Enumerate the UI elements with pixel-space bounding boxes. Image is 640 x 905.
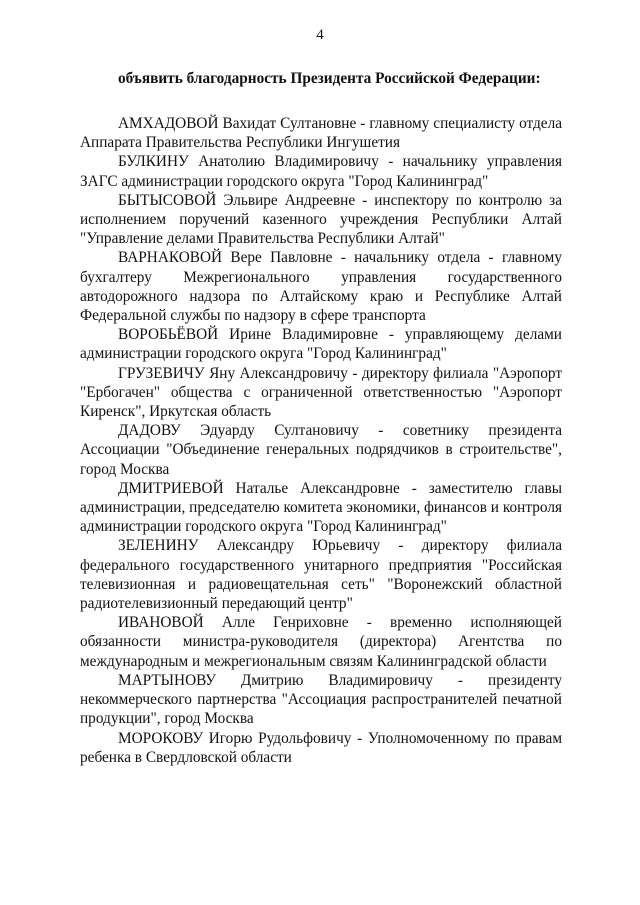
recipient-position: - временно исполняющей обязанности министра-руководителя (директора) Агентства по международным и межрегиональным связям Калининградской области (80, 614, 562, 670)
recipient-name: БУЛКИНУ Анатолию Владимировичу (118, 153, 379, 171)
list-item (80, 613, 562, 671)
decree-heading: объявить благодарность Президента Российской Федерации: (118, 70, 541, 87)
recipient-position: - президенту некоммерческого партнерства "Ассоциация распространителей печатной продукции", город Москва (80, 671, 562, 728)
list-item (80, 364, 562, 422)
list-item (80, 479, 562, 537)
list-item (80, 729, 562, 767)
recipient-position: - управляющему делами администрации городского округа "Город Калининград" (80, 326, 562, 363)
list-item (80, 114, 562, 152)
list-item (80, 152, 562, 190)
recipient-name: АМХАДОВОЙ Вахидат Султановне (118, 115, 357, 132)
list-item (80, 191, 562, 249)
recipient-position: - директору филиала "Аэропорт "Ербогачен" общества с ограниченной ответственностью "Аэропорт Киренск", Иркутская область (80, 364, 563, 421)
list-item (80, 325, 562, 363)
list-item (80, 536, 562, 613)
recipient-position: - Уполномоченному по правам ребенка в Свердловской области (80, 729, 562, 766)
recipient-position: - начальнику отдела - главному бухгалтеру Межрегионального управления государственного автодорожного надзора по Алтайскому краю и Республике Алтай Федеральной службы по надзору в сфере транспорта (80, 249, 562, 325)
page-number: 4 (316, 27, 324, 43)
list-item (80, 248, 562, 325)
recipient-name: ВАРНАКОВОЙ Вере Павловне (118, 249, 333, 267)
recipient-name: ДАДОВУ Эдуарду Султановичу (118, 422, 359, 440)
recipient-position: - инспектору по контролю за исполнением поручений казенного учреждения Республики Алтай "Управление делами Правительства Республики Алтай" (80, 191, 562, 248)
recipient-name: БЫТЫСОВОЙ Эльвире Андреевне (118, 191, 356, 209)
award-list (80, 114, 562, 767)
recipient-name: МОРОКОВУ Игорю Рудольфовичу (118, 729, 352, 747)
list-item (80, 421, 562, 479)
recipient-name: МАРТЫНОВУ Дмитрию Владимировичу (118, 671, 433, 689)
recipient-name: ДМИТРИЕВОЙ Наталье Александровне (118, 479, 400, 497)
recipient-position: - главному специалисту отдела Аппарата Правительства Республики Ингушетия (80, 115, 562, 152)
recipient-position: - заместителю главы администрации, председателю комитета экономики, финансов и контроля администрации городского округа "Город Калининград" (80, 479, 562, 536)
recipient-position: - советнику президента Ассоциации "Объединение генеральных подрядчиков в строительстве", город Москва (80, 422, 562, 478)
recipient-name: ЗЕЛЕНИНУ Александру Юрьевичу (118, 537, 381, 555)
recipient-position: - директору филиала федерального государственного унитарного предприятия "Российская телевизионная и радиовещательная сеть" "Воронежский областной радиотелевизионный передающий центр" (80, 537, 562, 613)
list-item (80, 671, 562, 729)
recipient-name: ГРУЗЕВИЧУ Яну Александровичу (118, 364, 348, 382)
recipient-name: ВОРОБЬЁВОЙ Ирине Владимировне (118, 326, 378, 344)
recipient-name: ИВАНОВОЙ Алле Генриховне (118, 614, 349, 632)
recipient-position: - начальнику управления ЗАГС администрации городского округа "Город Калининград" (80, 153, 562, 190)
